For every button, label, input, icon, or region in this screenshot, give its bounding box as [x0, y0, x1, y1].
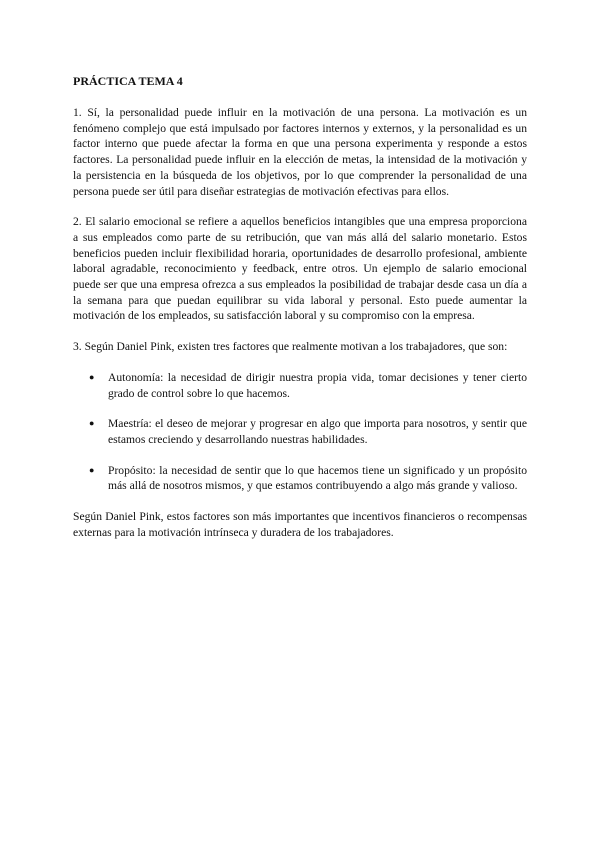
bullet-icon: ●	[89, 418, 95, 429]
bullet-icon: ●	[89, 464, 95, 475]
answer-1-paragraph: 1. Sí, la personalidad puede influir en la motivación de una persona. La motivación es un fenómeno complejo que está impulsado por factores internos y externos, y la personalidad es un factor interno que puede afectar la forma en que una persona experimenta y responde a estos factores. La personalidad puede influir en la elección de metas, la intensidad de la motivación y la persistencia en la búsqueda de los objetivos, por lo que comprender la personalidad de una persona puede ser útil para diseñar estrategias de motivación efectivas para ellos.	[73, 106, 527, 198]
list-item-text: Propósito: la necesidad de sentir que lo que hacemos tiene un significado y un propósito más allá de nosotros mismos, y que estamos contribuyendo a algo más grande y valioso.	[108, 463, 527, 493]
list-item-mastery	[73, 416, 527, 447]
bullet-icon: ●	[89, 371, 95, 382]
page-title: PRÁCTICA TEMA 4	[73, 74, 183, 88]
list-item-purpose	[73, 463, 527, 494]
list-item-autonomy	[73, 370, 527, 401]
list-item-text: Autonomía: la necesidad de dirigir nuestra propia vida, tomar decisiones y tener cierto grado de control sobre lo que hacemos.	[108, 370, 527, 400]
document-body	[73, 73, 527, 540]
factors-list	[73, 370, 527, 494]
conclusion-paragraph: Según Daniel Pink, estos factores son más importantes que incentivos financieros o recompensas externas para la motivación intrínseca y duradera de los trabajadores.	[73, 510, 527, 539]
answer-2-paragraph: 2. El salario emocional se refiere a aquellos beneficios intangibles que una empresa proporciona a sus empleados como parte de su retribución, que van más allá del salario monetario. Estos beneficios pueden incluir flexibilidad horaria, oportunidades de desarrollo profesional, ambiente laboral agradable, reconocimiento y feedback, entre otros. Un ejemplo de salario emocional puede ser que una empresa ofrezca a sus empleados la posibilidad de trabajar desde casa un día a la semana para que puedan equilibrar su vida laboral y personal. Esto puede aumentar la motivación de los empleados, su satisfacción laboral y su compromiso con la empresa.	[73, 215, 527, 323]
answer-3-intro-paragraph: 3. Según Daniel Pink, existen tres factores que realmente motivan a los trabajadores, que son:	[73, 340, 508, 354]
list-item-text: Maestría: el deseo de mejorar y progresar en algo que importa para nosotros, y sentir que estamos creciendo y desarrollando nuestras habilidades.	[108, 417, 527, 446]
